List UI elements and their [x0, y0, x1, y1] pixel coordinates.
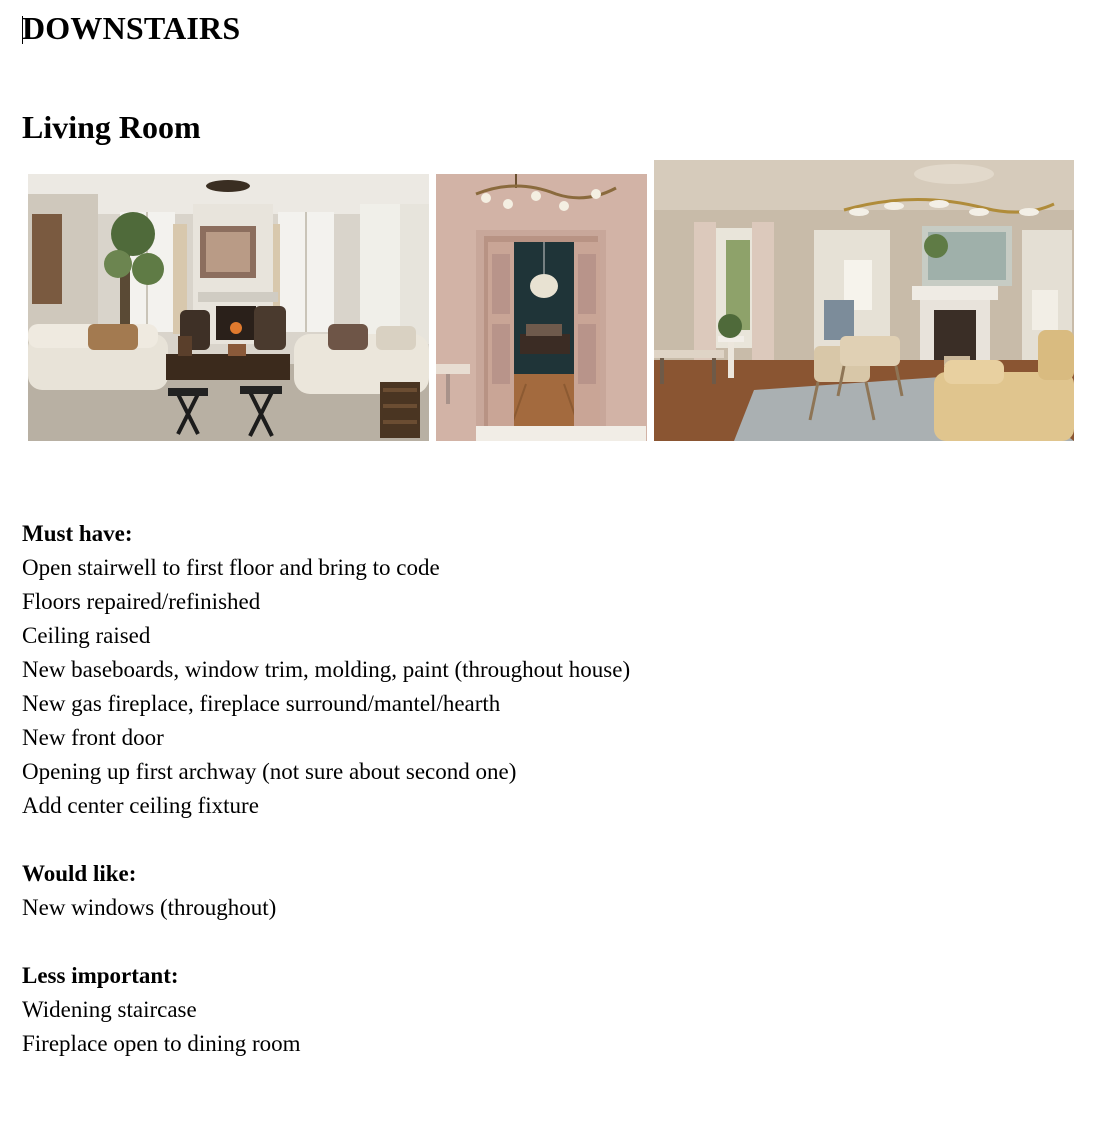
must-have-heading: Must have:: [22, 521, 133, 546]
must-have-item: Open stairwell to first floor and bring to code: [22, 555, 440, 580]
must-have-item: New baseboards, window trim, molding, paint (throughout house): [22, 657, 631, 682]
less-important-heading: Less important:: [22, 963, 179, 988]
would-like-heading: Would like:: [22, 861, 137, 886]
living-room-sofas-fireplace-photo[interactable]: [28, 174, 429, 441]
pink-doorway-chandelier-photo[interactable]: [436, 174, 647, 441]
document-title: DOWNSTAIRS: [22, 10, 241, 46]
would-like-item: New windows (throughout): [22, 895, 277, 920]
beige-living-room-marble-fireplace-photo[interactable]: [654, 160, 1074, 441]
room-heading: Living Room: [22, 109, 201, 145]
must-have-item: Add center ceiling fixture: [22, 793, 259, 818]
must-have-item: New gas fireplace, fireplace surround/mantel/hearth: [22, 691, 501, 716]
must-have-item: New front door: [22, 725, 164, 750]
must-have-item: Floors repaired/refinished: [22, 589, 261, 614]
would-like-section: [22, 857, 276, 925]
less-important-item: Fireplace open to dining room: [22, 1031, 301, 1056]
must-have-item: Ceiling raised: [22, 623, 151, 648]
less-important-item: Widening staircase: [22, 997, 197, 1022]
less-important-section: [22, 959, 301, 1061]
must-have-item: Opening up first archway (not sure about second one): [22, 759, 517, 784]
must-have-section: [22, 517, 630, 823]
